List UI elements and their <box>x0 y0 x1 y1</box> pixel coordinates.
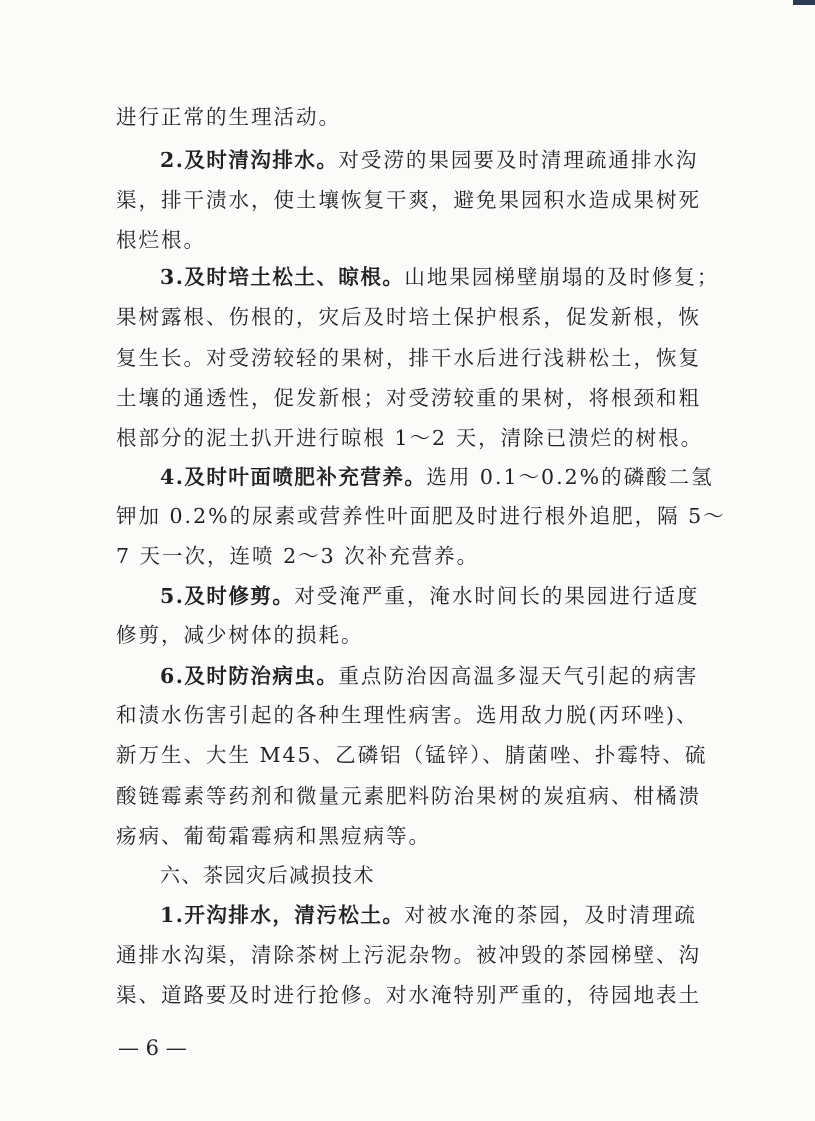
page-number: — 6 — <box>118 1036 187 1060</box>
paragraph-text: 对受涝的果园要及时清理疏通排水沟 <box>338 148 699 172</box>
paragraph-text: 山地果园梯壁崩塌的及时修复； <box>404 265 720 289</box>
paragraph-line: 渠，排干渍水，使土壤恢复干爽，避免果园积水造成果树死 <box>116 188 701 212</box>
paragraph-line: 疡病、葡萄霜霉病和黑痘病等。 <box>116 824 431 848</box>
paragraph-line: 果树露根、伤根的，灾后及时培土保护根系，促发新根，恢 <box>116 305 701 329</box>
paragraph-line: 根部分的泥土扒开进行晾根 1～2 天，清除已溃烂的树根。 <box>116 426 704 450</box>
paragraph-2-first-line <box>160 146 698 174</box>
paragraph-text: 重点防治因高温多湿天气引起的病害 <box>338 664 699 688</box>
paragraph-line: 通排水沟渠，清除茶树上污泥杂物。被冲毁的茶园梯壁、沟 <box>116 943 701 967</box>
paragraph-line: 7 天一次，连喷 2～3 次补充营养。 <box>116 544 480 568</box>
paragraph-line: 钾加 0.2%的尿素或营养性叶面肥及时进行根外追肥，隔 5～ <box>116 504 726 528</box>
subsection-title-2: 2.及时清沟排水。 <box>160 148 339 172</box>
paragraph-line: 和渍水伤害引起的各种生理性病害。选用敌力脱(丙环唑)、 <box>116 703 699 727</box>
paragraph-3-first-line <box>160 263 719 291</box>
paragraph-line: 渠、道路要及时进行抢修。对水淹特别严重的，待园地表土 <box>116 983 701 1007</box>
paragraph-line: 进行正常的生理活动。 <box>116 105 341 129</box>
tea-subsection-title-1: 1.开沟排水，清污松土。 <box>160 903 405 927</box>
paragraph-line: 根烂根。 <box>116 228 206 252</box>
paragraph-4-first-line <box>160 463 714 491</box>
paragraph-5-first-line <box>160 582 699 610</box>
section-heading: 六、茶园灾后减损技术 <box>160 863 375 887</box>
paragraph-line: 新万生、大生 M45、乙磷铝（锰锌）、腈菌唑、扑霉特、硫 <box>116 743 708 767</box>
subsection-title-4: 4.及时叶面喷肥补充营养。 <box>160 465 427 489</box>
subsection-title-6: 6.及时防治病虫。 <box>160 664 339 688</box>
subsection-title-5: 5.及时修剪。 <box>160 584 295 608</box>
paragraph-text: 对被水淹的茶园，及时清理疏 <box>404 903 697 927</box>
paragraph-line: 修剪，减少树体的损耗。 <box>116 623 364 647</box>
paragraph-line: 土壤的通透性，促发新根；对受涝较重的果树，将根颈和粗 <box>116 386 701 410</box>
subsection-title-3: 3.及时培土松土、晾根。 <box>160 265 405 289</box>
tea-paragraph-1-first-line <box>160 901 697 929</box>
paragraph-text: 选用 0.1～0.2%的磷酸二氢 <box>426 465 714 489</box>
paragraph-6-first-line <box>160 662 698 690</box>
paragraph-line: 复生长。对受涝较轻的果树，排干水后进行浅耕松土，恢复 <box>116 346 701 370</box>
paragraph-text: 对受淹严重，淹水时间长的果园进行适度 <box>294 584 700 608</box>
paragraph-line: 酸链霉素等药剂和微量元素肥料防治果树的炭疽病、柑橘溃 <box>116 784 701 808</box>
